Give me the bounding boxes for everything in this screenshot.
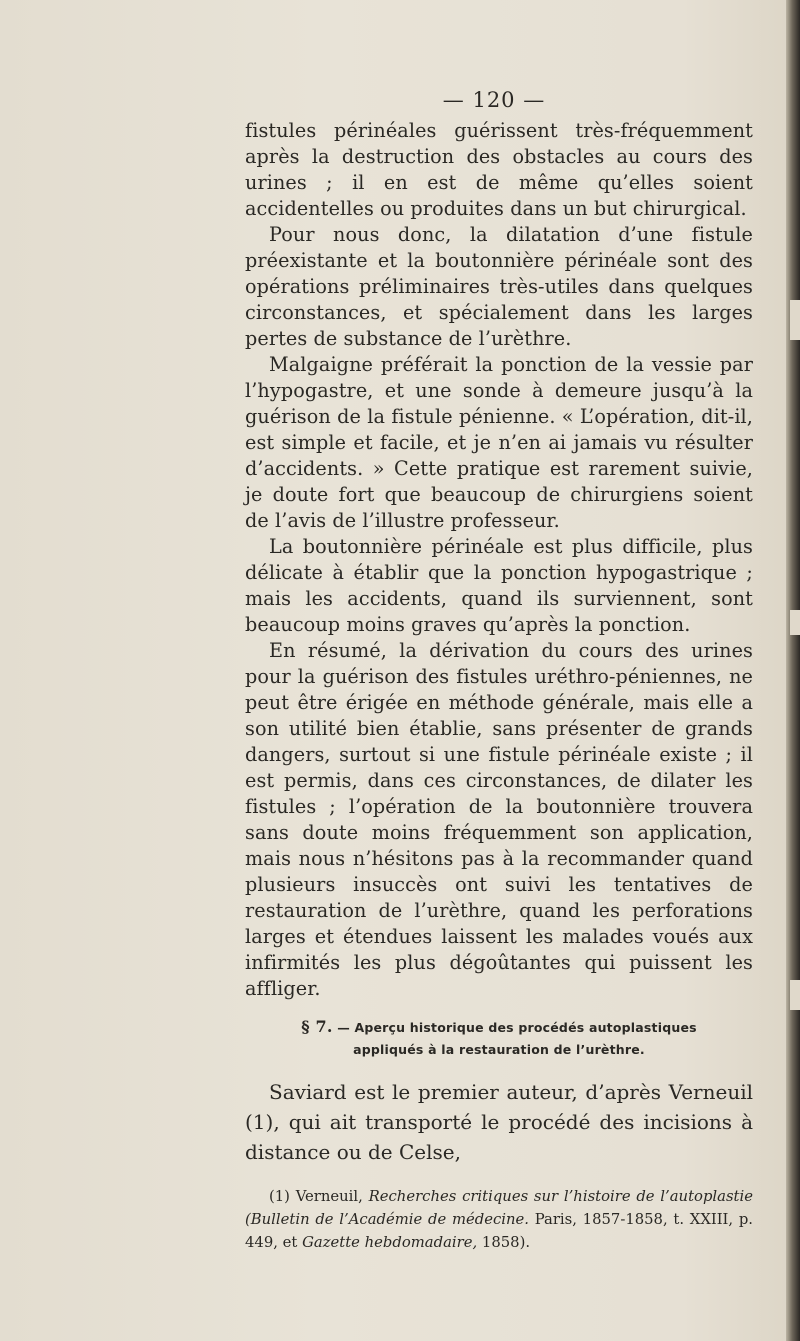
page-edge-highlight bbox=[790, 610, 800, 635]
section-body-paragraph: Saviard est le premier auteur, d’après Verneuil (1), qui ait transporté le procédé des incisions à distance ou de Celse, bbox=[245, 1080, 753, 1164]
paragraph-3: Malgaigne préférait la ponction de la vessie par l’hypogastre, et une sonde à demeure jusqu’à la guérison de la fistule pénienne. « L’opération, dit-il, est simple et facile, et je n’en ai jamais vu résulter d’accidents. » Cette pratique est rarement suivie, je doute fort que beaucoup de chirurgiens soient de l’avis de l’illustre professeur. bbox=[245, 353, 753, 532]
page-number: — 120 — bbox=[442, 88, 546, 112]
paragraph-2: Pour nous donc, la dilatation d’une fistule préexistante et la boutonnière périnéale sont des opérations préliminaires très-utiles dans quelques circonstances, et spécialement dans les larges pertes de substance de l’urèthre. bbox=[245, 223, 753, 350]
page-edge-highlight bbox=[790, 980, 800, 1010]
paragraph-1: fistules périnéales guérissent très-fréquemment après la destruction des obstacles au cours des urines ; il en est de même qu’elles soient accidentelles ou produites dans un but chirurgical. bbox=[245, 119, 753, 220]
footnote-year: 1858). bbox=[481, 1234, 531, 1251]
section-heading bbox=[245, 1016, 753, 1061]
section-number: § 7. bbox=[301, 1017, 333, 1036]
paragraph-4: La boutonnière périnéale est plus difficile, plus délicate à établir que la ponction hypogastrique ; mais les accidents, quand ils surviennent, sont beaucoup moins graves qu’après la ponction. bbox=[245, 535, 753, 636]
footnote-marker: (1) Verneuil, bbox=[269, 1188, 363, 1205]
footnote bbox=[245, 1185, 753, 1254]
footnote-title: Recherches critiques sur l’histoire de l’autoplastie bbox=[368, 1188, 753, 1205]
footnote-details: Paris, 1857-1858, t. XXIII, p. 449, et bbox=[245, 1211, 753, 1251]
paragraph-5: En résumé, la dérivation du cours des urines pour la guérison des fistules uréthro-péniennes, ne peut être érigée en méthode générale, mais elle a son utilité bien établie, sans présenter de grands dangers, surtout si une fistule périnéale existe ; il est permis, dans ces circonstances, de dilater les fistules ; l’opération de la boutonnière trouvera sans doute moins fréquemment son application, mais nous n’hésitons pas à la recommander quand plusieurs insuccès ont suivi les tentatives de restauration de l’urèthre, quand les perforations larges et étendues laissent les malades voués aux infirmités les plus dégoûtantes qui puissent les affliger. bbox=[245, 639, 753, 1000]
footnote-gazette: Gazette hebdomadaire, bbox=[302, 1234, 478, 1251]
footnote-bulletin: (Bulletin de l’Académie de médecine. bbox=[245, 1211, 529, 1228]
section-title-line-2: appliqués à la restauration de l’urèthre. bbox=[353, 1042, 645, 1057]
section-title-line-1: — Aperçu historique des procédés autoplastiques bbox=[337, 1020, 697, 1035]
page-binding-edge bbox=[786, 0, 800, 1341]
text-column bbox=[245, 88, 753, 1254]
page-edge-highlight bbox=[790, 300, 800, 340]
